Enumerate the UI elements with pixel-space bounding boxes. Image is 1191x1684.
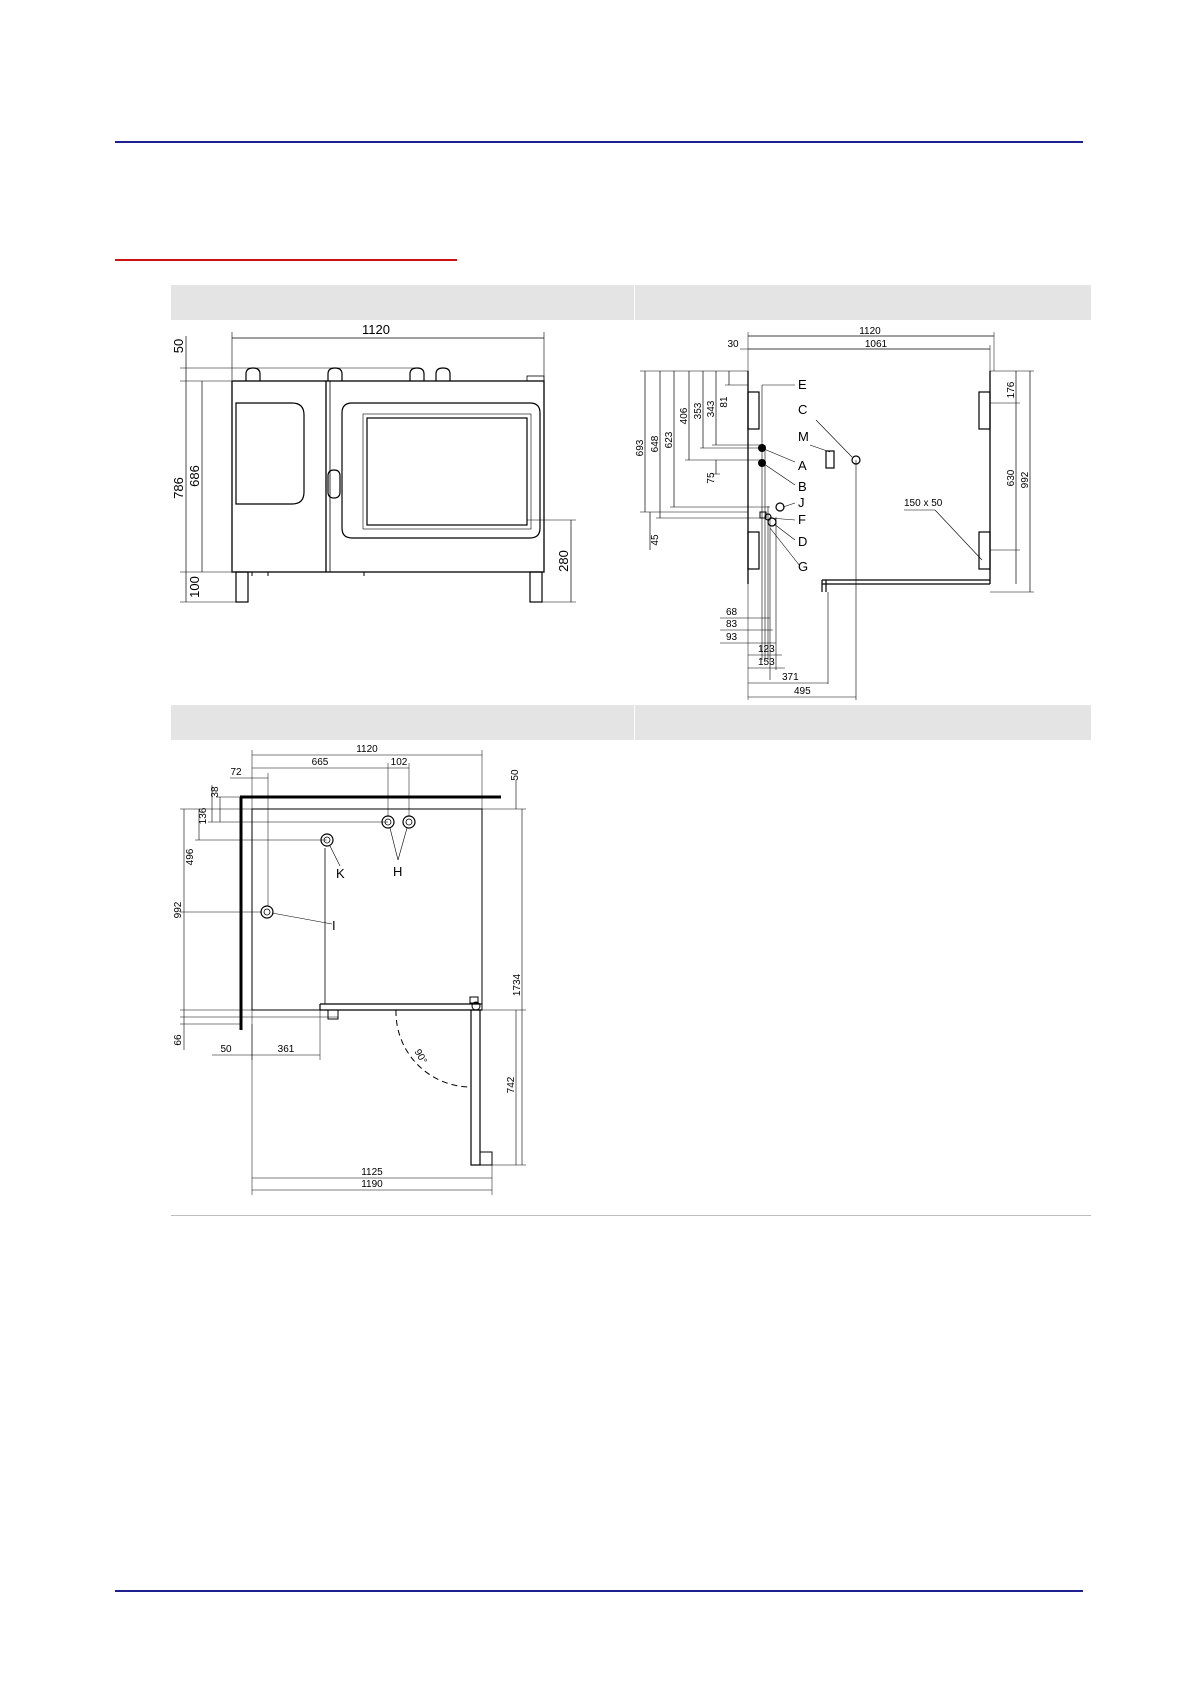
side-dim-992: 992 <box>1020 471 1031 489</box>
top-dim-665: 665 <box>311 757 329 768</box>
side-label-f: F <box>798 512 806 527</box>
top-dim-1734: 1734 <box>512 973 523 997</box>
side-label-b: B <box>798 479 807 494</box>
side-dim-83: 83 <box>726 619 738 630</box>
side-dim-93: 93 <box>726 632 738 643</box>
top-dim-50-bottom: 50 <box>220 1044 232 1055</box>
side-dim-353: 353 <box>693 402 704 420</box>
side-dim-30: 30 <box>727 339 739 350</box>
side-dim-630: 630 <box>1006 469 1017 487</box>
side-label-m: M <box>798 429 809 444</box>
side-dim-1061: 1061 <box>864 339 888 350</box>
top-angle-90: 90° <box>411 1047 429 1067</box>
front-dim-door-bottom: 280 <box>556 550 571 572</box>
side-label-d: D <box>798 534 808 549</box>
side-dim-153: 153 <box>758 657 775 668</box>
top-dim-361: 361 <box>277 1044 295 1055</box>
footer-rule <box>115 1590 1083 1592</box>
front-dim-height-total: 786 <box>171 477 186 499</box>
side-dim-343: 343 <box>706 400 717 418</box>
side-dim-68: 68 <box>726 607 738 618</box>
top-label-k: K <box>336 866 345 881</box>
side-dim-81: 81 <box>719 396 730 408</box>
side-label-e: E <box>798 377 807 392</box>
top-dim-992: 992 <box>173 901 184 919</box>
side-dim-406: 406 <box>679 407 690 425</box>
side-label-g: G <box>798 559 809 574</box>
side-dim-371: 371 <box>782 672 799 683</box>
top-dim-496: 496 <box>185 848 196 866</box>
front-dim-width: 1120 <box>362 322 390 337</box>
top-label-i: I <box>332 918 336 933</box>
front-dim-top-offset: 50 <box>171 338 186 354</box>
top-label-h: H <box>393 864 403 879</box>
front-dim-height-body: 686 <box>187 465 202 487</box>
side-label-a: A <box>798 458 807 473</box>
top-dim-1120: 1120 <box>356 744 378 755</box>
top-dim-102: 102 <box>390 757 408 768</box>
top-dim-72: 72 <box>230 767 242 778</box>
top-dim-136: 136 <box>198 807 209 825</box>
side-dim-123: 123 <box>758 644 775 655</box>
side-dim-1120: 1120 <box>859 326 881 337</box>
top-dim-1125: 1125 <box>361 1167 383 1178</box>
top-dim-66: 66 <box>173 1034 184 1046</box>
side-dim-75: 75 <box>706 472 717 484</box>
side-label-j: J <box>798 495 805 510</box>
front-dim-leg-height: 100 <box>187 576 202 598</box>
table-bottom-rule <box>171 1215 1091 1216</box>
top-dim-742: 742 <box>506 1076 517 1094</box>
side-foot-size: 150 x 50 <box>904 498 943 509</box>
side-dim-495: 495 <box>794 686 811 697</box>
top-dim-50-right: 50 <box>510 769 521 781</box>
side-dim-45: 45 <box>650 534 661 546</box>
side-dim-648: 648 <box>650 435 661 453</box>
top-dim-38: 38 <box>210 786 221 798</box>
side-label-c: C <box>798 402 808 417</box>
top-dim-1190: 1190 <box>361 1179 383 1190</box>
side-dim-693: 693 <box>635 439 646 457</box>
side-dim-623: 623 <box>664 431 675 449</box>
side-dim-176: 176 <box>1006 381 1017 399</box>
